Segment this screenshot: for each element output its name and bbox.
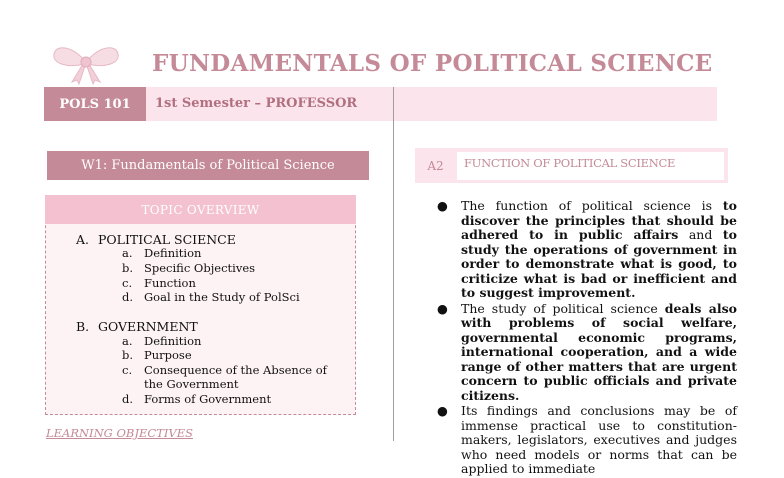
section-title: FUNCTION OF POLITICAL SCIENCE: [464, 156, 676, 170]
item-number: c.: [122, 363, 133, 377]
list-item: [122, 363, 347, 391]
item-number: d.: [122, 392, 134, 406]
bullet-bold-text: to study the operations of government in order to demonstrate what is good, to criticize what is bad or inefficient and to suggest improvement.: [461, 227, 738, 300]
bullet-bold-text: deals also with problems of social welfare, governmental economic programs, international cooperation, and a wide range of other matters that are urgent concern to public officials and private citizens.: [461, 300, 737, 403]
topic-label: GOVERNMENT: [98, 319, 198, 334]
section-number: A2: [427, 158, 444, 173]
list-item: [122, 261, 347, 275]
item-number: a.: [122, 334, 133, 348]
item-number: b.: [122, 261, 134, 275]
list-item: [437, 302, 737, 404]
item-number: b.: [122, 348, 134, 362]
item-text: Definition: [144, 246, 202, 260]
list-item: [122, 348, 347, 362]
document-title: FUNDAMENTALS OF POLITICAL SCIENCE: [152, 50, 713, 77]
topic-heading: [76, 319, 198, 334]
column-divider: [393, 87, 394, 441]
bullet-icon: ●: [437, 403, 448, 418]
topic-overview-title: TOPIC OVERVIEW: [45, 195, 356, 224]
ribbon-bow-icon: [50, 42, 122, 86]
item-text: Consequence of the Absence of the Government: [144, 363, 327, 391]
item-text: Goal in the Study of PolSci: [144, 290, 300, 304]
topic-heading: [76, 232, 236, 247]
item-text: Purpose: [144, 348, 192, 362]
bullet-bold-text: to discover the principles that should be adhered to in public affairs: [461, 198, 737, 242]
list-item: [122, 290, 347, 304]
list-item: [122, 334, 347, 348]
item-text: Definition: [144, 334, 202, 348]
item-number: c.: [122, 276, 133, 290]
item-text: Function: [144, 276, 196, 290]
bullet-icon: ●: [437, 198, 448, 213]
list-item: [437, 199, 737, 301]
topic-label: POLITICAL SCIENCE: [98, 232, 236, 247]
list-item: [122, 276, 347, 290]
item-text: Forms of Government: [144, 392, 272, 406]
bullet-text: and: [678, 227, 723, 242]
week-tab: W1: Fundamentals of Political Science: [47, 151, 369, 180]
list-item: [122, 392, 347, 406]
course-code: POLS 101: [44, 87, 146, 121]
list-item: [437, 404, 737, 477]
list-item: [122, 246, 347, 260]
bullet-icon: ●: [437, 300, 448, 316]
bullet-text: The study of political science: [461, 300, 665, 316]
bullet-text: The function of political science is: [461, 198, 723, 213]
topic-number: A.: [76, 232, 90, 247]
learning-objectives-heading: LEARNING OBJECTIVES: [46, 426, 193, 440]
topic-number: B.: [76, 319, 90, 334]
semester-label: 1st Semester – PROFESSOR: [155, 96, 358, 111]
item-number: a.: [122, 246, 133, 260]
bullet-list: [437, 199, 737, 478]
item-text: Specific Objectives: [144, 261, 256, 275]
item-number: d.: [122, 290, 134, 304]
bullet-text: Its findings and conclusions may be of immense practical use to constitution-makers, legislators, executives and judges who need models or norms that can be applied to immediate: [461, 403, 737, 476]
